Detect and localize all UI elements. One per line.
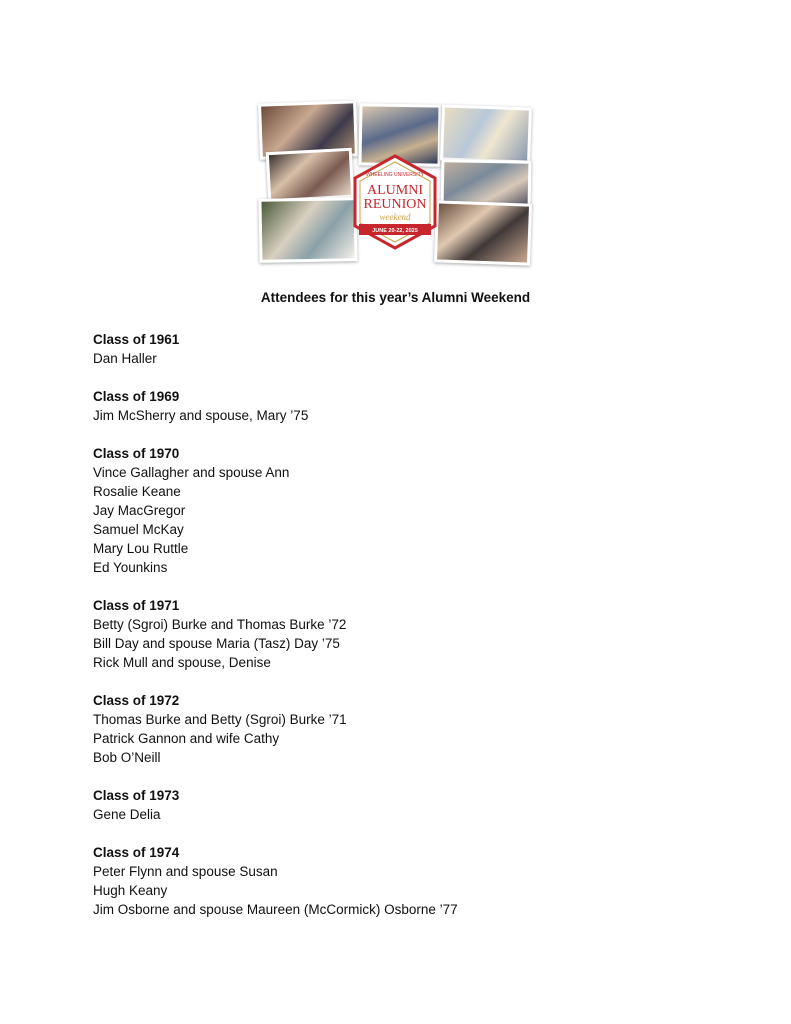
svg-text:WHEELING UNIVERSITY: WHEELING UNIVERSITY bbox=[365, 172, 425, 178]
attendee-name: Bob O’Neill bbox=[93, 750, 161, 765]
collage-photo bbox=[440, 104, 532, 163]
page-title: Attendees for this year’s Alumni Weekend bbox=[260, 290, 531, 305]
attendee-name: Samuel McKay bbox=[93, 522, 184, 537]
attendee-name: Thomas Burke and Betty (Sgroi) Burke ’71 bbox=[93, 712, 347, 727]
class-section bbox=[93, 691, 693, 767]
class-section bbox=[93, 387, 693, 425]
attendee-name: Hugh Keany bbox=[93, 883, 168, 898]
class-section bbox=[93, 843, 693, 919]
attendee-name: Rick Mull and spouse, Denise bbox=[93, 655, 271, 670]
reunion-photo-collage bbox=[255, 98, 531, 264]
collage-photo bbox=[434, 200, 532, 265]
collage-photo bbox=[258, 197, 357, 263]
attendee-name: Dan Haller bbox=[93, 351, 157, 366]
attendee-name: Bill Day and spouse Maria (Tasz) Day ’75 bbox=[93, 636, 340, 651]
class-heading: Class of 1974 bbox=[93, 845, 180, 860]
attendee-name: Vince Gallagher and spouse Ann bbox=[93, 465, 290, 480]
attendee-name: Betty (Sgroi) Burke and Thomas Burke ’72 bbox=[93, 617, 347, 632]
attendee-name: Jay MacGregor bbox=[93, 503, 186, 518]
attendee-name: Ed Younkins bbox=[93, 560, 168, 575]
svg-text:weekend: weekend bbox=[379, 212, 411, 222]
svg-text:JUNE 20-22, 2025: JUNE 20-22, 2025 bbox=[372, 228, 418, 234]
attendee-name: Gene Delia bbox=[93, 807, 161, 822]
attendee-list bbox=[93, 330, 693, 938]
class-heading: Class of 1961 bbox=[93, 332, 180, 347]
attendee-name: Rosalie Keane bbox=[93, 484, 181, 499]
attendee-name: Peter Flynn and spouse Susan bbox=[93, 864, 278, 879]
class-section bbox=[93, 444, 693, 577]
attendee-name: Jim Osborne and spouse Maureen (McCormick) Osborne ’77 bbox=[93, 902, 458, 917]
attendee-name: Jim McSherry and spouse, Mary ’75 bbox=[93, 408, 309, 423]
collage-photo bbox=[266, 148, 354, 202]
class-heading: Class of 1972 bbox=[93, 693, 180, 708]
attendee-name: Mary Lou Ruttle bbox=[93, 541, 189, 556]
class-heading: Class of 1969 bbox=[93, 389, 180, 404]
class-section bbox=[93, 330, 693, 368]
svg-text:REUNION: REUNION bbox=[363, 197, 427, 212]
class-heading: Class of 1971 bbox=[93, 598, 180, 613]
class-heading: Class of 1973 bbox=[93, 788, 180, 803]
svg-text:ALUMNI: ALUMNI bbox=[367, 183, 423, 198]
class-section bbox=[93, 786, 693, 824]
attendee-name: Patrick Gannon and wife Cathy bbox=[93, 731, 280, 746]
class-section bbox=[93, 596, 693, 672]
alumni-reunion-badge bbox=[351, 154, 439, 250]
collage-photo bbox=[441, 159, 532, 207]
class-heading: Class of 1970 bbox=[93, 446, 180, 461]
